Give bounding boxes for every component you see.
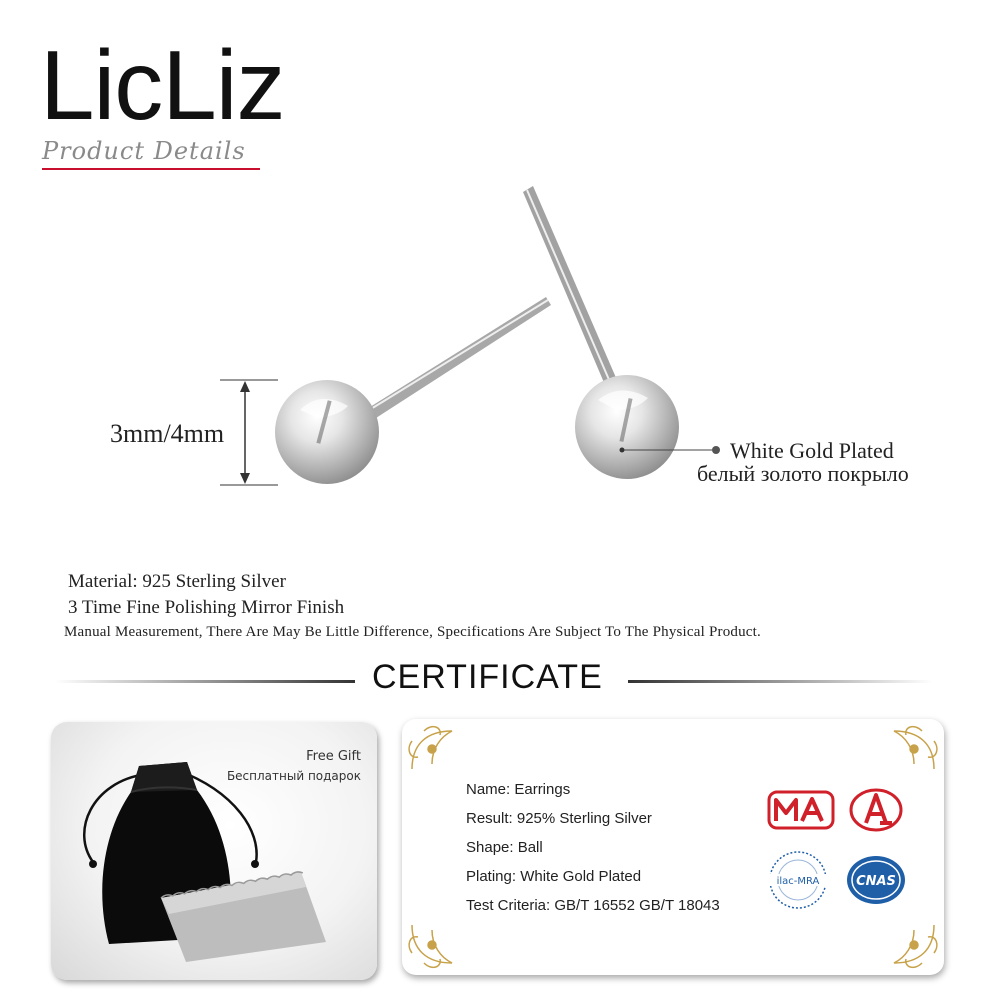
material-spec: Material: 925 Sterling Silver <box>68 571 286 592</box>
cert-row-plating: Plating: White Gold Plated <box>466 868 642 885</box>
ilac-mra-logo-icon <box>764 849 832 911</box>
finish-spec: 3 Time Fine Polishing Mirror Finish <box>68 597 345 618</box>
cert-row-criteria: Test Criteria: GB/T 16552 GB/T 18043 <box>466 897 720 914</box>
dimension-marker <box>220 380 278 485</box>
divider-right <box>628 680 933 683</box>
svg-text:ilac-MRA: ilac-MRA <box>776 876 820 887</box>
svg-text:CNAS: CNAS <box>856 874 896 889</box>
free-gift-card <box>51 722 377 980</box>
cert-row-shape: Shape: Ball <box>466 839 543 856</box>
brand-logo: LicLiz <box>40 30 285 140</box>
plating-label-en: White Gold Plated <box>730 438 894 463</box>
cnas-logo-icon <box>844 853 908 907</box>
plating-label-ru: белый золото покрыло <box>697 461 909 486</box>
divider-left <box>55 680 355 683</box>
cal-logo-icon <box>848 787 904 833</box>
certificate-title: CERTIFICATE <box>372 658 603 696</box>
cert-row-result: Result: 925% Sterling Silver <box>466 810 652 827</box>
right-earring <box>523 186 679 479</box>
gift-label-ru: Бесплатный подарок <box>226 769 361 783</box>
left-earring <box>275 297 551 484</box>
cert-row-name: Name: Earrings <box>466 781 571 798</box>
brand-subtitle: Product Details <box>42 137 246 165</box>
certificate-card <box>402 719 944 975</box>
gift-label-en: Free Gift <box>306 749 361 764</box>
cma-logo-icon <box>766 789 836 831</box>
size-label: 3mm/4mm <box>110 419 225 448</box>
measurement-note: Manual Measurement, There Are May Be Little Difference, Specifications Are Subject To The Physical Product. <box>64 624 761 640</box>
pouch-and-cloth-image <box>51 722 377 980</box>
